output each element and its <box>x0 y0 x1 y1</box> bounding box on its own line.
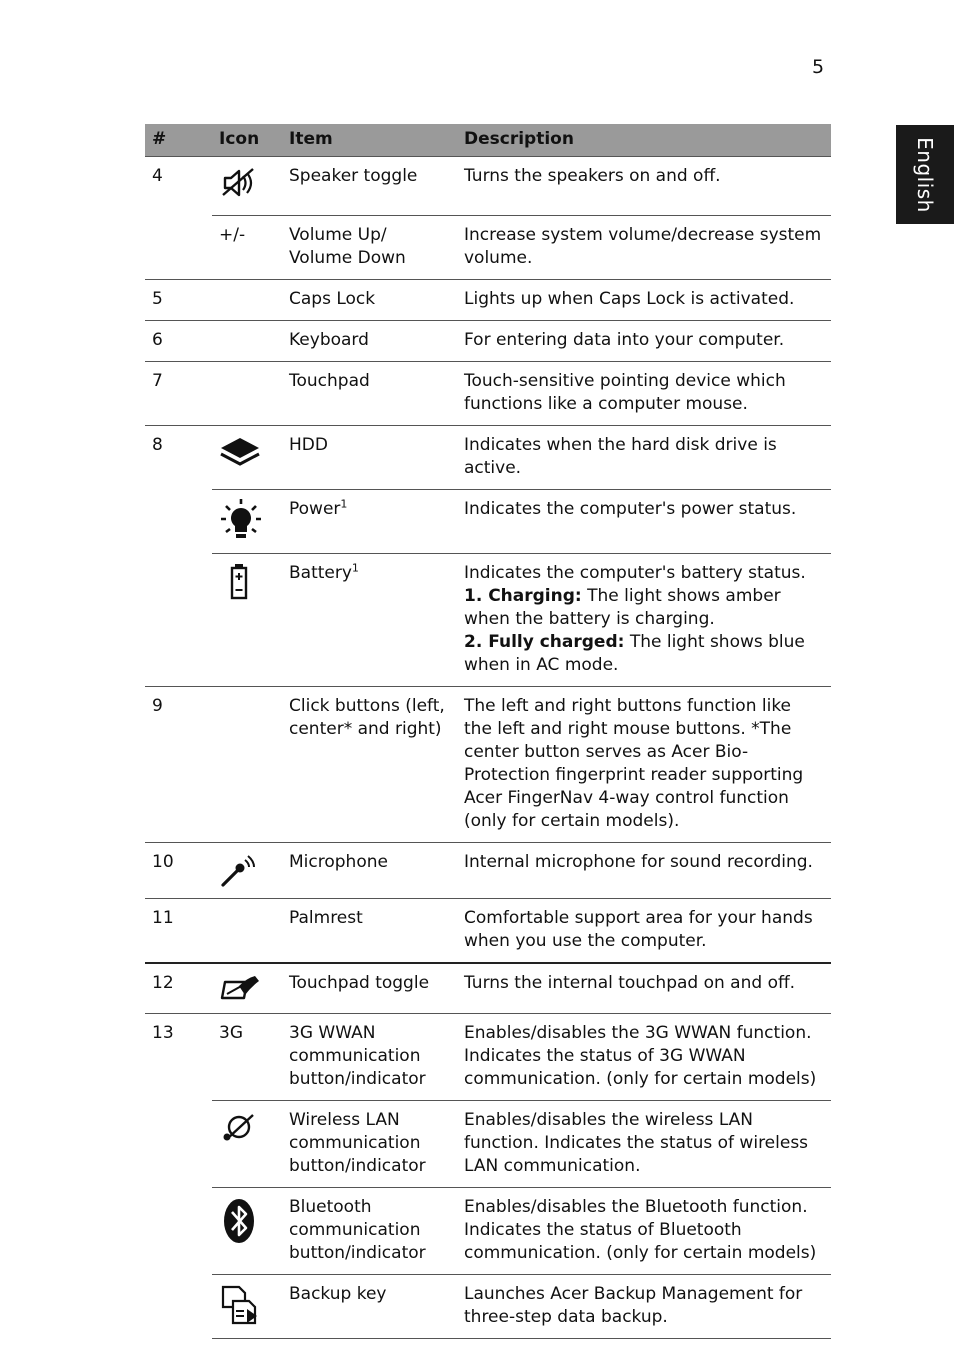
microphone-icon <box>212 843 282 899</box>
page-number: 5 <box>812 56 825 78</box>
row-num: 12 <box>145 963 212 1014</box>
row-description: Increase system volume/decrease system volume. <box>457 216 831 280</box>
row-icon-empty <box>212 321 282 362</box>
header-description: Description <box>457 124 831 157</box>
header-item: Item <box>282 124 457 157</box>
row-num: 5 <box>145 280 212 321</box>
row-description: Turns the internal touchpad on and off. <box>457 963 831 1014</box>
footnote-marker: 1 <box>351 561 359 575</box>
row-num: 13 <box>145 1014 212 1339</box>
row-item: Microphone <box>282 843 457 899</box>
language-tab <box>896 125 954 224</box>
row-description: The left and right buttons function like the left and right mouse buttons. *The center button serves as Acer Bio-Protection fingerprint reader supporting Acer FingerNav 4-way control function (only for certain models). <box>457 687 831 843</box>
row-description: Internal microphone for sound recording. <box>457 843 831 899</box>
table-row <box>145 490 831 554</box>
row-item: 3G WWAN communication button/indicator <box>282 1014 457 1101</box>
row-icon-empty <box>212 687 282 843</box>
table-row <box>145 1014 831 1101</box>
row-item: Touchpad <box>282 362 457 426</box>
backup-key-icon <box>212 1275 282 1339</box>
touchpad-toggle-icon <box>212 963 282 1014</box>
row-item-text: Power <box>289 499 341 519</box>
battery-status-text: Indicates the computer's battery status. <box>464 563 806 583</box>
row-item <box>282 490 457 554</box>
row-description: Touch-sensitive pointing device which functions like a computer mouse. <box>457 362 831 426</box>
footnote-marker: 1 <box>340 497 348 511</box>
row-description <box>457 554 831 687</box>
row-num: 6 <box>145 321 212 362</box>
speaker-off-icon <box>212 157 282 216</box>
table-row <box>145 362 831 426</box>
row-item-text: Battery <box>289 563 352 583</box>
row-num: 11 <box>145 899 212 964</box>
row-icon-text: 3G <box>212 1014 282 1101</box>
row-item: Backup key <box>282 1275 457 1339</box>
row-description: Enables/disables the Bluetooth function. Indicates the status of Bluetooth communication. (only for certain models) <box>457 1188 831 1275</box>
table-row <box>145 321 831 362</box>
row-item <box>282 554 457 687</box>
table-row <box>145 280 831 321</box>
keyboard-indicators-table <box>145 124 831 1339</box>
table-row <box>145 554 831 687</box>
table-row <box>145 963 831 1014</box>
table-row <box>145 843 831 899</box>
fully-charged-label: 2. Fully charged: <box>464 632 625 652</box>
row-item: Caps Lock <box>282 280 457 321</box>
language-tab-label: English <box>913 136 937 213</box>
header-icon: Icon <box>212 124 282 157</box>
row-icon-empty <box>212 362 282 426</box>
row-description: Enables/disables the wireless LAN function. Indicates the status of wireless LAN communication. <box>457 1101 831 1188</box>
row-num: 8 <box>145 426 212 687</box>
row-icon-empty <box>212 280 282 321</box>
table-row <box>145 426 831 490</box>
row-description: Turns the speakers on and off. <box>457 157 831 216</box>
table-row <box>145 1101 831 1188</box>
table-row <box>145 1188 831 1275</box>
wireless-lan-icon <box>212 1101 282 1188</box>
table-row <box>145 899 831 964</box>
row-icon-empty <box>212 899 282 964</box>
row-description: Indicates the computer's power status. <box>457 490 831 554</box>
header-num: # <box>145 124 212 157</box>
row-item: Volume Up/ Volume Down <box>282 216 457 280</box>
row-item: Speaker toggle <box>282 157 457 216</box>
row-description: Comfortable support area for your hands when you use the computer. <box>457 899 831 964</box>
charging-text: The light shows amber when the battery is charging. <box>464 586 781 629</box>
row-num: 7 <box>145 362 212 426</box>
row-description: Enables/disables the 3G WWAN function. Indicates the status of 3G WWAN communication. (only for certain models) <box>457 1014 831 1101</box>
row-description: Indicates when the hard disk drive is active. <box>457 426 831 490</box>
row-description: For entering data into your computer. <box>457 321 831 362</box>
table-header-row <box>145 124 831 157</box>
row-num: 4 <box>145 157 212 280</box>
battery-icon <box>212 554 282 687</box>
row-item: Bluetooth communication button/indicator <box>282 1188 457 1275</box>
bluetooth-icon <box>212 1188 282 1275</box>
power-light-icon <box>212 490 282 554</box>
row-num: 9 <box>145 687 212 843</box>
row-item: Click buttons (left, center* and right) <box>282 687 457 843</box>
row-item: Touchpad toggle <box>282 963 457 1014</box>
row-item: Palmrest <box>282 899 457 964</box>
table-row <box>145 1275 831 1339</box>
fully-charged-text: The light shows blue when in AC mode. <box>464 632 805 675</box>
table-row <box>145 216 831 280</box>
row-description: Launches Acer Backup Management for three-step data backup. <box>457 1275 831 1339</box>
row-icon-text: +/- <box>212 216 282 280</box>
table-row <box>145 157 831 216</box>
row-item: Wireless LAN communication button/indicator <box>282 1101 457 1188</box>
table-row <box>145 687 831 843</box>
charging-label: 1. Charging: <box>464 586 582 606</box>
row-description: Lights up when Caps Lock is activated. <box>457 280 831 321</box>
hdd-icon <box>212 426 282 490</box>
row-item: HDD <box>282 426 457 490</box>
row-num: 10 <box>145 843 212 899</box>
row-item: Keyboard <box>282 321 457 362</box>
